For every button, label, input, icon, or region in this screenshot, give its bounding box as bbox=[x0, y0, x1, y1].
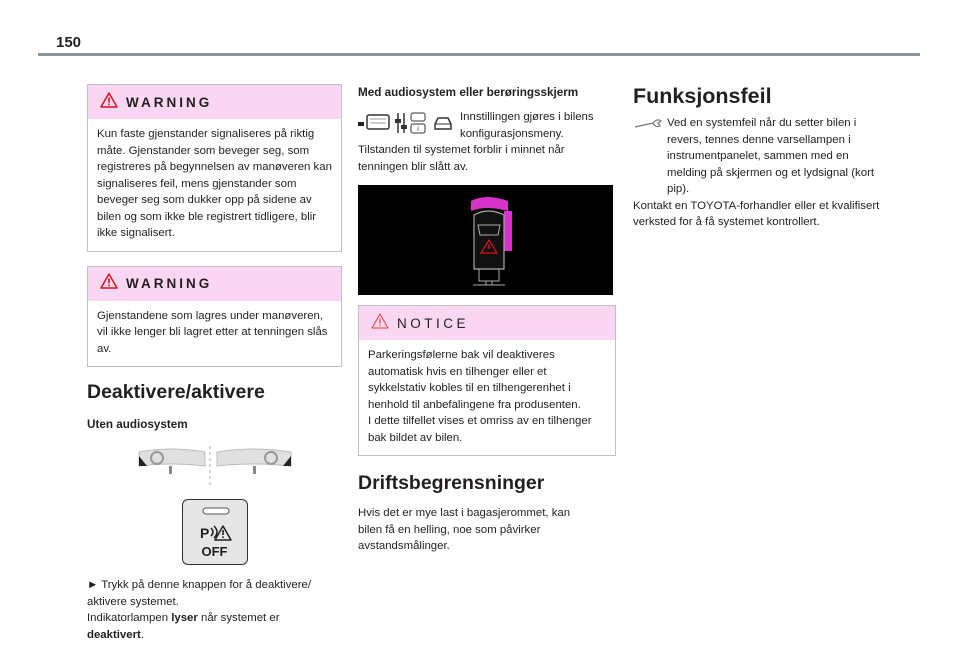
car-icon bbox=[432, 114, 454, 132]
svg-text:P: P bbox=[199, 525, 209, 541]
warning-text: Kun faste gjenstander signaliseres på riktig måte. Gjenstander som beveger seg, som registreres på begynnelsen av manøveren kan signaliseres feil, mens gjenstander som beveger seg som dukker opp på sidene av bilen og som ikke ble registrert tidligere, blir ikke signalisert. bbox=[97, 128, 332, 239]
warning-box-2 bbox=[87, 266, 342, 368]
section-heading-limits: Driftsbegrensninger bbox=[358, 472, 545, 494]
section-heading-faults: Funksjonsfeil bbox=[633, 84, 772, 108]
column-3 bbox=[633, 84, 891, 231]
top-rule bbox=[38, 53, 920, 56]
svg-text:i: i bbox=[417, 126, 419, 133]
wrench-icon bbox=[633, 115, 663, 136]
screen-icon bbox=[358, 114, 390, 132]
column-2 bbox=[358, 84, 616, 555]
fault-text-1a: Ved en systemfeil når du setter bilen i revers, tennes denne varsellampen i instrumentpanelet, sammen med en melding på skjermen og et lydsignal (kort pip). bbox=[667, 117, 875, 195]
notice-triangle-icon bbox=[371, 313, 389, 334]
subheading-with-audio: Med audiosystem eller berøringsskjerm bbox=[358, 86, 579, 99]
instruction-line: ► Trykk på denne knappen for å deaktivere/ aktivere systemet. bbox=[87, 579, 312, 608]
warning-text: Gjenstandene som lagres under manøveren, vil ikke lenger bli lagret etter at tenningen slås av. bbox=[97, 309, 328, 355]
menu-icons bbox=[358, 109, 454, 135]
notice-text-2: I dette tilfellet vises et omriss av en tilhenger bak bildet av bilen. bbox=[368, 415, 592, 444]
indicator-text-mid: når systemet er bbox=[197, 612, 280, 624]
notice-header bbox=[359, 306, 615, 340]
section-heading-deactivate: Deaktivere/aktivere bbox=[87, 381, 265, 403]
warning-header bbox=[88, 85, 341, 119]
limits-text: Hvis det er mye last i bagasjerommet, kan bilen få en helling, noe som påvirker avstandsmålinger. bbox=[358, 507, 571, 552]
config-menu-line bbox=[358, 109, 616, 142]
notice-text bbox=[359, 340, 615, 455]
warning-title: WARNING bbox=[126, 276, 213, 291]
indicator-text-post: . bbox=[140, 628, 144, 641]
warning-triangle-icon bbox=[100, 92, 118, 113]
settings-icon bbox=[394, 111, 428, 135]
config-menu-text: Innstillingen gjøres i bilens konfigurasjonsmeny. bbox=[460, 111, 594, 140]
off-label: OFF bbox=[201, 544, 228, 559]
warning-triangle-icon bbox=[100, 273, 118, 294]
warning-header bbox=[88, 267, 341, 301]
park-sensor-button-illustration bbox=[87, 499, 342, 565]
instruction-text bbox=[87, 577, 342, 643]
column-1 bbox=[87, 84, 342, 643]
subheading-without-audio: Uten audiosystem bbox=[87, 418, 188, 431]
page-number: 150 bbox=[56, 34, 82, 51]
memory-text: Tilstanden til systemet forblir i minnet når tenningen blir slått av. bbox=[358, 144, 565, 173]
warning-title: WARNING bbox=[126, 94, 213, 110]
indicator-text-pre: Indikatorlampen bbox=[87, 612, 172, 624]
notice-text-1: Parkeringsfølerne bak vil deaktiveres automatisk hvis en tilhenger eller et sykkelstativ kobles til en tilhengerenhet i henhold til anbefalingene fra produsenten. bbox=[368, 349, 581, 411]
notice-box bbox=[358, 305, 616, 456]
mirror-icon bbox=[213, 442, 295, 491]
warning-box-1 bbox=[87, 84, 342, 252]
park-sensor-off-button bbox=[182, 499, 248, 565]
parking-sensor-display-image bbox=[358, 185, 613, 295]
indicator-bold-deactivated: deaktivert bbox=[87, 628, 141, 641]
fault-line bbox=[633, 115, 891, 198]
mirror-icon bbox=[135, 442, 207, 491]
indicator-bold-lights: lyser bbox=[171, 612, 198, 624]
mirror-illustration bbox=[87, 443, 342, 489]
notice-title: NOTICE bbox=[397, 315, 470, 331]
car-sensor-display-icon bbox=[358, 185, 613, 295]
fault-text-2: Kontakt en TOYOTA-forhandler eller et kvalifisert verksted for å få systemet kontrollert. bbox=[633, 199, 880, 228]
